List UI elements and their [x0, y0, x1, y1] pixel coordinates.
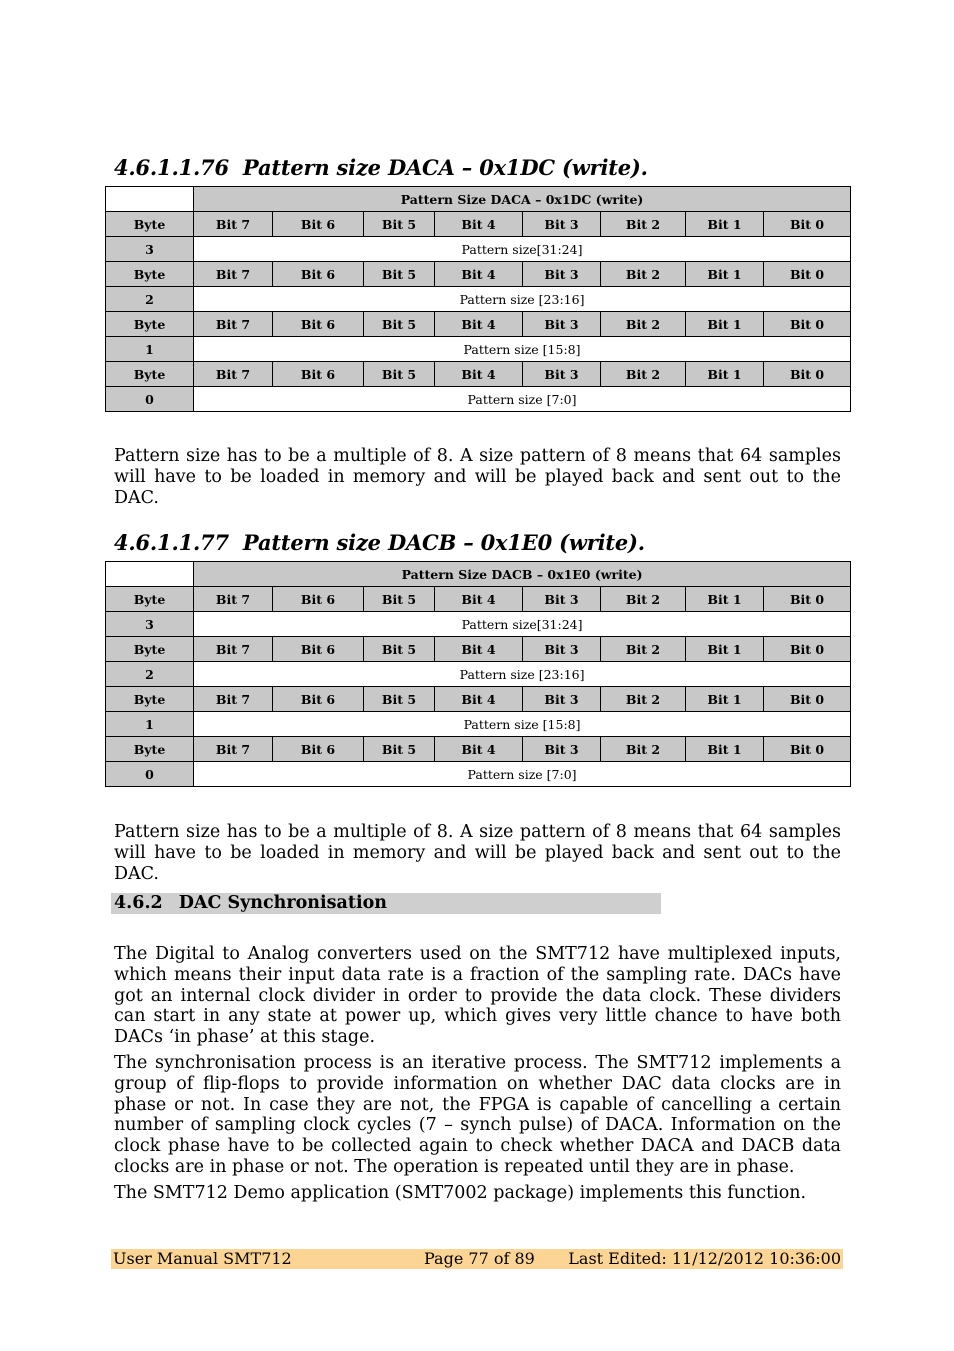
byte-label: Byte	[106, 262, 194, 287]
bit-label: Bit 1	[686, 687, 764, 712]
byte-label: Byte	[106, 362, 194, 387]
field-value: Pattern size [15:8]	[194, 337, 851, 362]
bit-label: Bit 3	[523, 687, 601, 712]
bit-label: Bit 6	[273, 262, 364, 287]
register-table-dacb	[105, 561, 851, 787]
bit-label: Bit 7	[194, 262, 273, 287]
bit-label: Bit 4	[435, 312, 523, 337]
byte-number: 3	[106, 237, 194, 262]
bit-label: Bit 0	[764, 587, 851, 612]
bit-header-row	[106, 687, 851, 712]
byte-number: 1	[106, 712, 194, 737]
subsection-title: DAC Synchronisation	[178, 893, 387, 913]
bit-label: Bit 2	[601, 362, 686, 387]
bit-label: Bit 4	[435, 587, 523, 612]
bit-label: Bit 6	[273, 737, 364, 762]
section-title: Pattern size DACA – 0x1DC (write).	[242, 155, 648, 180]
bit-label: Bit 5	[364, 637, 435, 662]
table-title-row	[106, 187, 851, 212]
section-number: 4.6.1.1.76	[114, 155, 229, 180]
bit-label: Bit 2	[601, 262, 686, 287]
subsection-number: 4.6.2	[114, 893, 163, 913]
field-value: Pattern size[31:24]	[194, 612, 851, 637]
byte-label: Byte	[106, 737, 194, 762]
bit-label: Bit 0	[764, 362, 851, 387]
sync-paragraph-2: The synchronisation process is an iterative process. The SMT712 implements a group of flip-flops to provide information on whether DAC data clocks are in phase or not. In case they are not, the FPGA is capable of cancelling a certain number of sampling clock cycles (7 – synch pulse) of DACA. Information on the clock phase have to be collected again to check whether DACA and DACB data clocks are in phase or not. The operation is repeated until they are in phase.	[114, 1053, 841, 1177]
sync-paragraph-1: The Digital to Analog converters used on the SMT712 have multiplexed inputs, which means their input data rate is a fraction of the sampling rate. DACs have got an internal clock divider in order to provide the data clock. These dividers can start in any state at power up, which gives very little chance to have both DACs ‘in phase’ at this stage.	[114, 944, 841, 1048]
bit-label: Bit 4	[435, 637, 523, 662]
bit-label: Bit 2	[601, 587, 686, 612]
bit-label: Bit 1	[686, 262, 764, 287]
bit-label: Bit 2	[601, 312, 686, 337]
sync-paragraph-3: The SMT712 Demo application (SMT7002 package) implements this function.	[114, 1183, 807, 1203]
table-row	[106, 337, 851, 362]
table-title: Pattern Size DACA – 0x1DC (write)	[194, 187, 851, 212]
table-body	[106, 187, 851, 412]
field-value: Pattern size[31:24]	[194, 237, 851, 262]
register-table-daca	[105, 186, 851, 412]
bit-label: Bit 2	[601, 737, 686, 762]
bit-label: Bit 7	[194, 312, 273, 337]
bit-label: Bit 6	[273, 362, 364, 387]
bit-label: Bit 1	[686, 737, 764, 762]
bit-label: Bit 7	[194, 687, 273, 712]
bit-label: Bit 3	[523, 587, 601, 612]
bit-label: Bit 3	[523, 362, 601, 387]
bit-label: Bit 6	[273, 587, 364, 612]
bit-label: Bit 4	[435, 362, 523, 387]
page-footer	[111, 1249, 843, 1269]
section-number: 4.6.1.1.77	[114, 530, 229, 555]
bit-label: Bit 0	[764, 637, 851, 662]
byte-label: Byte	[106, 687, 194, 712]
bit-label: Bit 7	[194, 212, 273, 237]
bit-label: Bit 5	[364, 737, 435, 762]
field-value: Pattern size [7:0]	[194, 387, 851, 412]
bit-label: Bit 3	[523, 212, 601, 237]
byte-number: 3	[106, 612, 194, 637]
bit-label: Bit 6	[273, 637, 364, 662]
byte-label: Byte	[106, 212, 194, 237]
bit-header-row	[106, 362, 851, 387]
field-value: Pattern size [23:16]	[194, 287, 851, 312]
field-value: Pattern size [7:0]	[194, 762, 851, 787]
description-daca: Pattern size has to be a multiple of 8. A size pattern of 8 means that 64 samples will have to be loaded in memory and will be played back and sent out to the DAC.	[114, 446, 841, 508]
bit-header-row	[106, 212, 851, 237]
bit-label: Bit 3	[523, 737, 601, 762]
table-row	[106, 612, 851, 637]
byte-label: Byte	[106, 587, 194, 612]
bit-label: Bit 5	[364, 587, 435, 612]
bit-label: Bit 2	[601, 212, 686, 237]
bit-header-row	[106, 737, 851, 762]
description-dacb: Pattern size has to be a multiple of 8. A size pattern of 8 means that 64 samples will have to be loaded in memory and will be played back and sent out to the DAC.	[114, 822, 841, 884]
table-row	[106, 237, 851, 262]
bit-header-row	[106, 312, 851, 337]
bit-label: Bit 4	[435, 212, 523, 237]
table-row	[106, 662, 851, 687]
byte-number: 1	[106, 337, 194, 362]
bit-label: Bit 4	[435, 737, 523, 762]
bit-label: Bit 0	[764, 737, 851, 762]
table-row	[106, 287, 851, 312]
table-row	[106, 762, 851, 787]
bit-label: Bit 7	[194, 362, 273, 387]
bit-label: Bit 0	[764, 262, 851, 287]
section-heading-dacb	[114, 530, 645, 555]
section-title: Pattern size DACB – 0x1E0 (write).	[242, 530, 645, 555]
bit-label: Bit 1	[686, 362, 764, 387]
byte-number: 2	[106, 662, 194, 687]
bit-header-row	[106, 587, 851, 612]
table-title: Pattern Size DACB – 0x1E0 (write)	[194, 562, 851, 587]
table-row	[106, 387, 851, 412]
bit-label: Bit 4	[435, 687, 523, 712]
bit-label: Bit 0	[764, 687, 851, 712]
bit-label: Bit 5	[364, 262, 435, 287]
table-row	[106, 712, 851, 737]
bit-label: Bit 5	[364, 687, 435, 712]
bit-label: Bit 2	[601, 637, 686, 662]
byte-label: Byte	[106, 312, 194, 337]
table-title-row	[106, 562, 851, 587]
bit-label: Bit 6	[273, 312, 364, 337]
bit-label: Bit 0	[764, 212, 851, 237]
footer-last-edited: Last Edited: 11/12/2012 10:36:00	[568, 1249, 841, 1268]
field-value: Pattern size [23:16]	[194, 662, 851, 687]
bit-label: Bit 5	[364, 312, 435, 337]
byte-number: 0	[106, 762, 194, 787]
bit-header-row	[106, 637, 851, 662]
bit-label: Bit 1	[686, 212, 764, 237]
bit-label: Bit 7	[194, 587, 273, 612]
bit-label: Bit 7	[194, 737, 273, 762]
bit-label: Bit 1	[686, 587, 764, 612]
bit-label: Bit 0	[764, 312, 851, 337]
bit-label: Bit 3	[523, 637, 601, 662]
bit-label: Bit 2	[601, 687, 686, 712]
footer-manual-title: User Manual SMT712	[113, 1249, 292, 1268]
bit-label: Bit 1	[686, 637, 764, 662]
corner-cell	[106, 187, 194, 212]
bit-label: Bit 4	[435, 262, 523, 287]
subsection-heading	[111, 893, 661, 914]
byte-label: Byte	[106, 637, 194, 662]
bit-label: Bit 7	[194, 637, 273, 662]
table-body	[106, 562, 851, 787]
byte-number: 0	[106, 387, 194, 412]
bit-label: Bit 5	[364, 362, 435, 387]
bit-label: Bit 3	[523, 262, 601, 287]
field-value: Pattern size [15:8]	[194, 712, 851, 737]
bit-label: Bit 3	[523, 312, 601, 337]
bit-label: Bit 6	[273, 212, 364, 237]
byte-number: 2	[106, 287, 194, 312]
footer-page-number: Page 77 of 89	[424, 1249, 535, 1268]
section-heading-daca	[114, 155, 648, 180]
bit-header-row	[106, 262, 851, 287]
bit-label: Bit 6	[273, 687, 364, 712]
bit-label: Bit 1	[686, 312, 764, 337]
corner-cell	[106, 562, 194, 587]
bit-label: Bit 5	[364, 212, 435, 237]
